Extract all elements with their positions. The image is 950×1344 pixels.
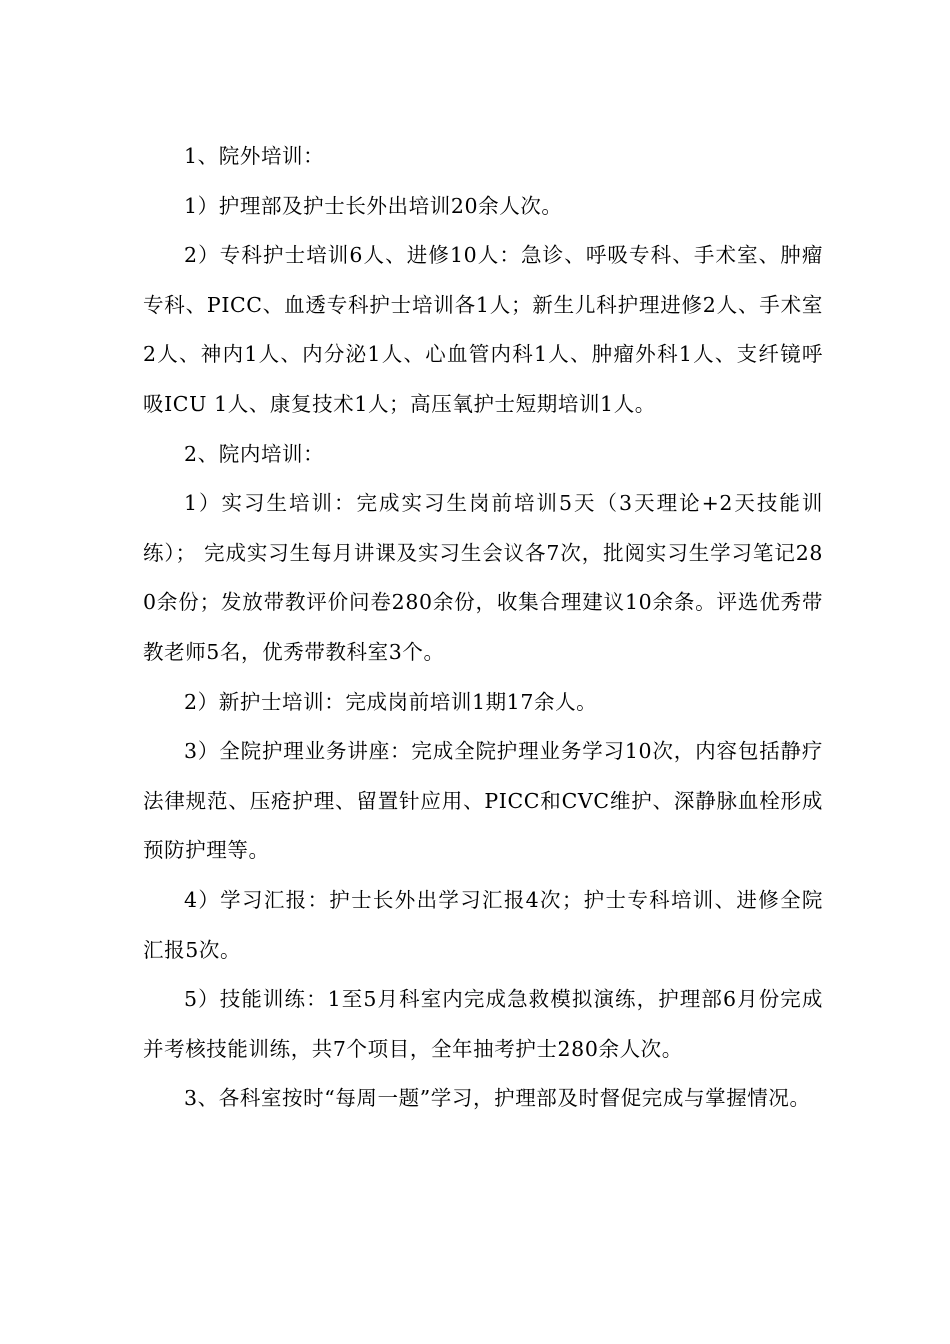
paragraph-specialist-training: 2）专科护士培训6人、进修10人：急诊、呼吸专科、手术室、肿瘤专科、PICC、血透专科护士培训各1人；新生儿科护理进修2人、手术室2人、神内1人、内分泌1人、心血管内科1人、肿瘤外科1人、支纤镜呼吸ICU 1人、康复技术1人；高压氧护士短期培训1人。 [143, 243, 823, 416]
paragraph-study-reports: 4）学习汇报：护士长外出学习汇报4次；护士专科培训、进修全院汇报5次。 [143, 887, 823, 962]
document-body [143, 132, 823, 1124]
heading-outside-training: 1、院外培训： [184, 144, 325, 168]
paragraph-skill-training: 5）技能训练：1至5月科室内完成急救模拟演练，护理部6月份完成并考核技能训练，共7个项目，全年抽考护士280余人次。 [143, 987, 823, 1061]
paragraph-lectures: 3）全院护理业务讲座：完成全院护理业务学习10次，内容包括静疗法律规范、压疮护理、留置针应用、PICC和CVC维护、深静脉血栓形成预防护理等。 [143, 739, 823, 863]
paragraph-weekly-question: 3、各科室按时“每周一题”学习，护理部及时督促完成与掌握情况。 [184, 1086, 811, 1111]
paragraph-intern-training: 1）实习生培训：完成实习生岗前培训5天（3天理论+2天技能训练）； 完成实习生每月讲课及实习生会议各7次，批阅实习生学习笔记280余份；发放带教评价问卷280余份，收集合理建议10余条。评选优秀带教老师5名，优秀带教科室3个。 [143, 491, 823, 664]
heading-inside-training: 2、院内培训： [184, 441, 325, 466]
paragraph-new-nurse-training: 2）新护士培训：完成岗前培训1期17余人。 [184, 689, 598, 714]
paragraph-leadership-training: 1）护理部及护士长外出培训20余人次。 [184, 193, 563, 218]
